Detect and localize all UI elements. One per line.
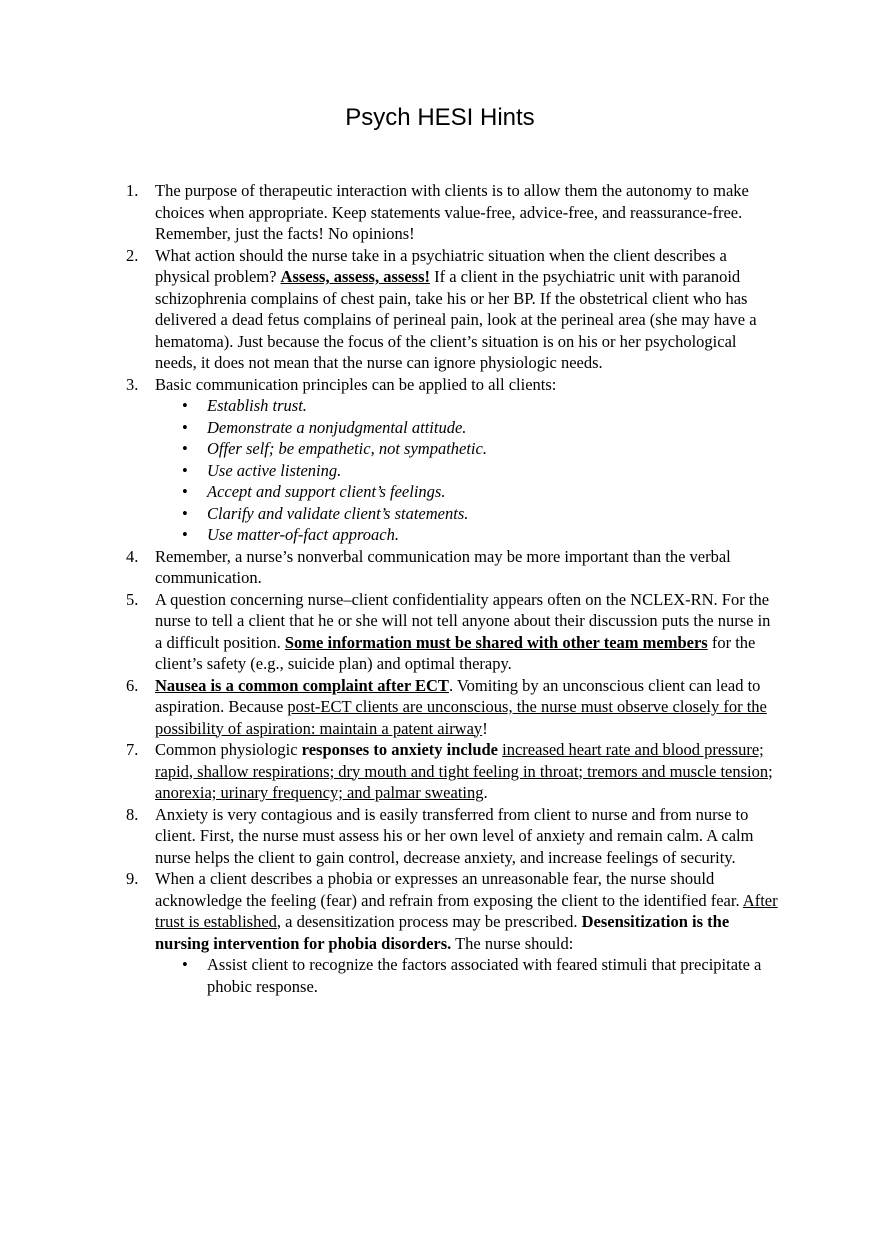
bullet-item: • Demonstrate a nonjudgmental attitude. xyxy=(182,417,467,437)
phobia-bullet-list xyxy=(155,954,780,997)
bullet-icon: • xyxy=(182,482,188,501)
page-title: Psych HESI Hints xyxy=(345,104,535,131)
bullet-icon: • xyxy=(182,955,188,974)
list-item-5 xyxy=(126,589,780,675)
bullet-item: • Assist client to recognize the factors associated with feared stimuli that precipitate a phobic response. xyxy=(182,955,762,996)
list-item-9 xyxy=(126,868,780,997)
bullet-item: • Use matter-of-fact approach. xyxy=(182,525,399,544)
item-text: for the client’s safety (e.g., suicide plan) and optimal therapy. xyxy=(155,632,756,673)
bullet-icon: • xyxy=(182,396,188,415)
underlined-text: increased heart rate and blood pressure; rapid, shallow respirations; dry mouth and tight feeling in throat; tremors and muscle tension; anorexia; urinary frequency; and palmar sweating xyxy=(155,740,773,802)
list-item-8 xyxy=(126,804,780,869)
item-text: A question concerning nurse–client confidentiality appears often on the NCLEX-RN. For the nurse to tell a client that he or she will not tell anyone about their discussion puts the nurse in a difficult position. xyxy=(155,589,771,652)
item-number: 5. xyxy=(126,589,139,609)
item-text: , a desensitization process may be prescribed. xyxy=(276,912,582,931)
underlined-text: post-ECT clients are unconscious, the nurse must observe closely for the possibility of aspiration: maintain a patent airway xyxy=(155,697,767,738)
item-text: Remember, a nurse’s nonverbal communication may be more important than the verbal communication. xyxy=(155,546,731,587)
item-number: 2. xyxy=(126,245,139,265)
bullet-icon: • xyxy=(182,525,188,544)
item-text: Common physiologic xyxy=(155,740,302,759)
list-item-2 xyxy=(126,245,780,374)
underlined-text: After trust is established xyxy=(155,890,778,931)
principles-bullet-list xyxy=(155,395,780,546)
bullet-icon: • xyxy=(182,439,188,458)
list-item-7: 7. Common physiologic responses to anxiety include increased heart rate and blood pressure; rapid, shallow respirations; dry mouth and tight feeling in throat; tremors and muscle tension; anorexia; urinary frequency; and palmar sweating. xyxy=(126,740,773,802)
item-text: Anxiety is very contagious and is easily transferred from client to nurse and from nurse to client. First, the nurse must assess his or her own level of anxiety and remain calm. A calm nurse helps the client to gain control, decrease anxiety, and increase feelings of security. xyxy=(155,804,754,867)
list-item-6 xyxy=(126,675,780,740)
item-text: The nurse should: xyxy=(451,933,574,953)
list-item-1 xyxy=(126,180,780,245)
list-item-4 xyxy=(126,546,780,589)
item-text: ! xyxy=(482,718,488,738)
hints-list xyxy=(126,180,780,997)
item-number: 9. xyxy=(126,869,139,888)
item-number: 7. xyxy=(126,740,139,759)
item-number: 3. xyxy=(126,374,139,394)
emphasis-text: Nausea is a common complaint after ECT xyxy=(155,675,449,695)
bullet-item: • Clarify and validate client’s statements. xyxy=(182,503,469,523)
bold-text: responses to anxiety include xyxy=(301,740,499,759)
bullet-icon: • xyxy=(182,417,188,437)
emphasis-text: Assess, assess, assess! xyxy=(280,267,430,286)
item-number: 1. xyxy=(126,181,139,200)
item-text: If a client in the psychiatric unit with paranoid schizophrenia complains of chest pain, take his or her BP. If the obstetrical client who has delivered a dead fetus complains of perineal pain, look at the perineal area (she may have a hematoma). Just because the focus of the client’s situation is on his or her psychological needs, it does not mean that the nurse can ignore physiologic needs. xyxy=(155,267,757,372)
item-text: The purpose of therapeutic interaction with clients is to allow them the autonomy to make choices when appropriate. Keep statements value-free, advice-free, and reassurance-free. Remember, just the facts! No opinions! xyxy=(155,181,749,243)
item-number: 8. xyxy=(126,804,139,824)
bullet-item: • Accept and support client’s feelings. xyxy=(182,482,446,501)
bullet-icon: • xyxy=(182,460,188,480)
item-number: 4. xyxy=(126,546,139,566)
item-number: 6. xyxy=(126,675,139,695)
bullet-item: • Establish trust. xyxy=(182,396,307,415)
item-text: . Vomiting by an unconscious client can lead to aspiration. Because xyxy=(155,675,761,716)
item-text: What action should the nurse take in a psychiatric situation when the client describes a physical problem? xyxy=(155,245,727,286)
emphasis-text: Some information must be shared with other team members xyxy=(284,632,708,652)
item-text: Basic communication principles can be applied to all clients: xyxy=(155,374,557,394)
bullet-icon: • xyxy=(182,503,188,523)
item-text: When a client describes a phobia or expresses an unreasonable fear, the nurse should acknowledge the feeling (fear) and refrain from exposing the client to the identified fear. xyxy=(155,869,743,910)
bullet-item: • Use active listening. xyxy=(182,460,342,480)
bold-text: Desensitization is the nursing intervention for phobia disorders. xyxy=(155,912,730,953)
list-item-3 xyxy=(126,374,780,546)
bullet-item: • Offer self; be empathetic, not sympathetic. xyxy=(182,439,487,458)
